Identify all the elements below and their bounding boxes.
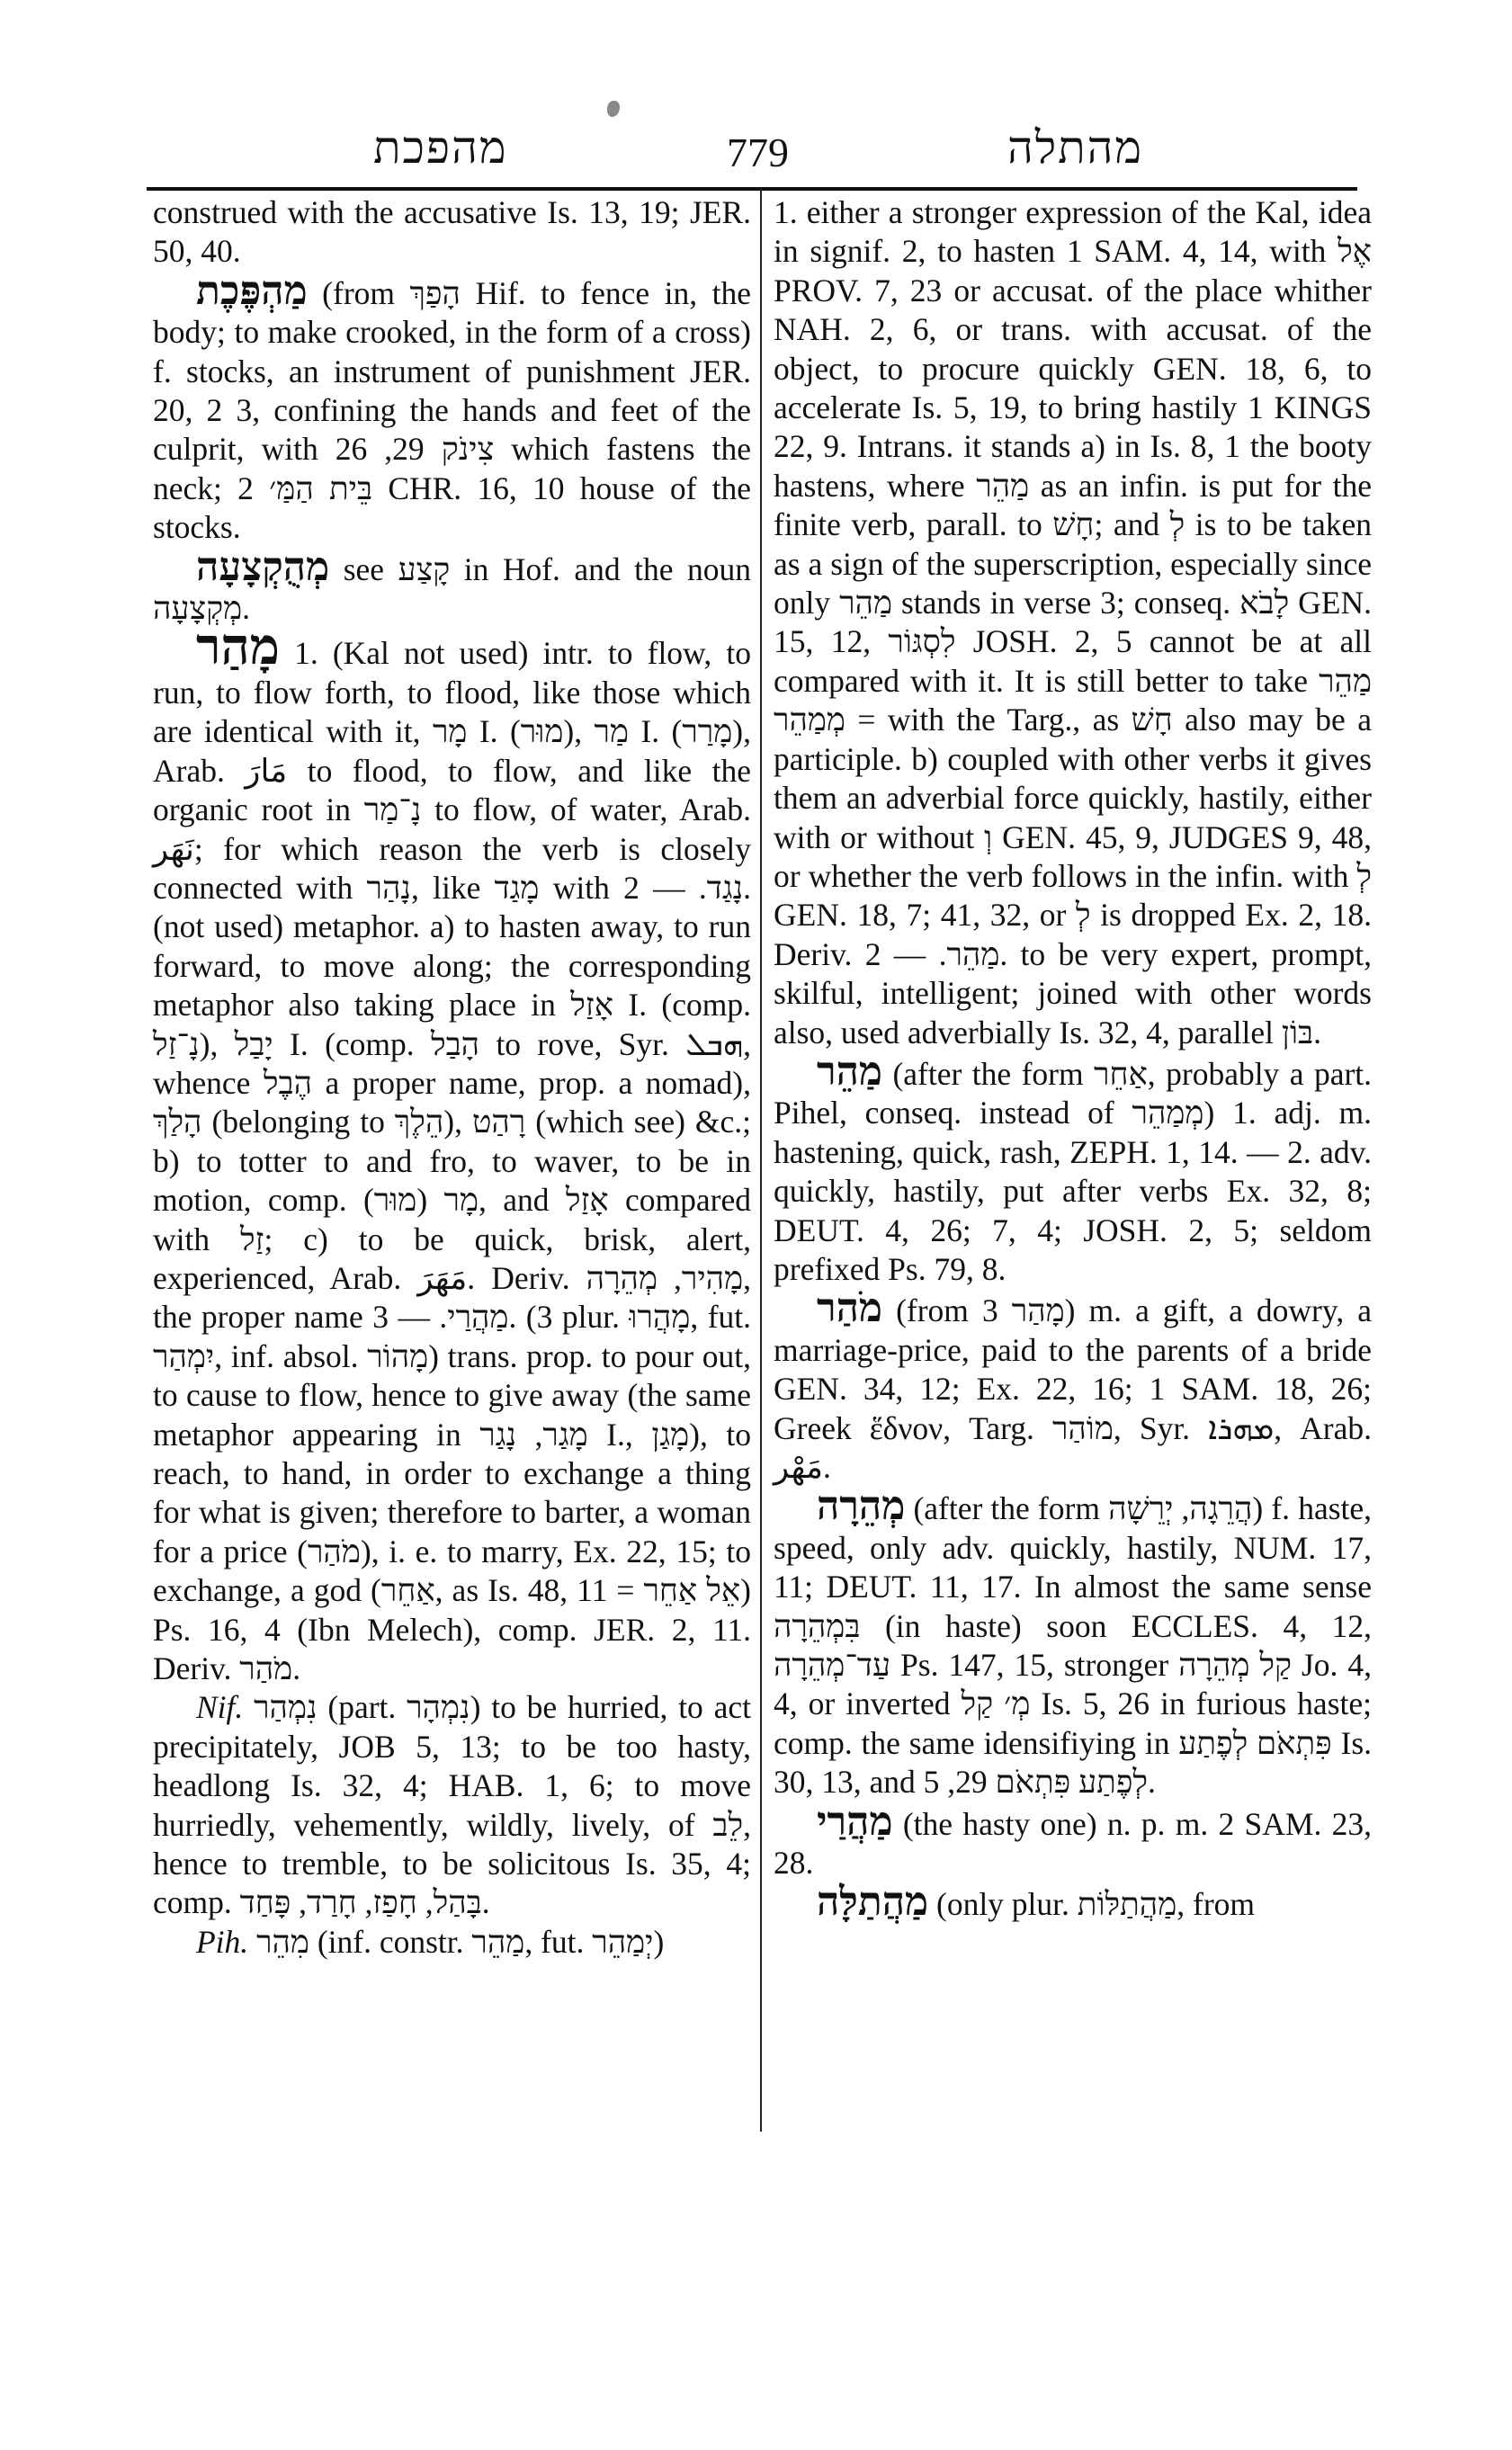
entry-lemma: מַהֲרַי xyxy=(817,1798,893,1845)
entry-body: (after the form הֲרֵגָה, יְרֵשָׁה) f. haste, speed, only adv. quickly, hastily, NUM. 17, 11; DEUT. 11, 17. In almost the same sense בִּמְהֵרָה (in haste) soon ECCLES. 4, 12, עַד־מְהֵרָה Ps. 147, 15, stronger קַל מְהֵרָה Jo. 4, 4, or inverted מְ׳ קַל Is. 5, 26 in furious haste; comp. the same idensifiying in פִּתְאֹם לְפֶתַע Is. 30, 13, and לְפֶתַע פִּתְאֹם 29, 5. xyxy=(774,1490,1373,1801)
entry-body: see קָצַע in Hof. and the noun מְקְצָעָה. xyxy=(153,550,751,627)
entry-lemma: מָהַר xyxy=(196,617,280,677)
entry-body: נִמְהַר (part. נִמְהָר) to be hurried, to act precipitately, JOB 5, 13; to be too hasty, headlong Is. 32, 4; HAB. 1, 6; to move hurriedly, vehemently, wildly, lively, of לֵב, hence to tremble, to be solicitous Is. 35, 4; comp. בָּהַל, חָפַז, חָרַד, פָּחַד. xyxy=(153,1689,752,1921)
entry-body: (the hasty one) n. p. m. 2 SAM. 23, 28. xyxy=(774,1805,1373,1882)
column-divider xyxy=(760,189,762,2132)
entry-body: 1. (Kal not used) intr. to flow, to run, to flow forth, to flood, like those which are identical with it, מָר I. (מוּר), מַר I. (מָרַר), Arab. مَارَ to flood, to flow, and like the organic root in נָ־מַר to flow, of water, Arab. نَهَر; for which reason the verb is closely connected with נָהַר, like מָגַד with נָגַד. — 2. (not used) metaphor. a) to hasten away, to run forward, to move along; the corresponding metaphor also taking place in אָזַל I. (comp. נָ־זַל), יָבַל I. (comp. הָבַל to rove, Syr. ܗܒܠ, whence הֶבֶל a proper name, prop. a nomad), הָלַךְ (belonging to הֵלֶךְ), רָהַט (which see) &c.; b) to totter to and fro, to waver, to be in motion, comp. מָר (מוּר), and אָזַל compared with זַל; c) to be quick, brisk, alert, experienced, Arab. مَهَرَ. Deriv. מָהִיר, מְהֵרָה, the proper name מַהֲרַי. — 3. (3 plur. מָהֲרוּ, fut. יִמְהַר, inf. absol. מָהוֹר) trans. prop. to pour out, to cause to flow, hence to give away (the same metaphor appearing in מָגַר, נָגַר I., מָגַן), to reach, to hand, in order to exchange a thing for what is given; therefore to barter, a woman for a price (מֹהַר), i. e. to marry, Ex. 22, 15; to exchange, a god (אַחֵר, as Is. 48, 11 = אֵל אַחֵר) Ps. 16, 4 (Ibn Melech), comp. JER. 2, 11. Deriv. מֹהַר. xyxy=(153,635,752,1687)
entry-body: מִהֵר (inf. constr. מַהֵר, fut. יְמַהֵר) xyxy=(256,1923,665,1960)
dictionary-entry xyxy=(774,1879,1372,1926)
dictionary-entry xyxy=(774,1285,1373,1487)
page-header xyxy=(148,112,1363,175)
subentry-label: Nif. xyxy=(196,1689,244,1726)
entry-lemma: מְהֵרָה xyxy=(817,1483,906,1530)
entry-lemma: מַהְפֶּכֶת xyxy=(196,267,308,314)
entry-body: (after the form אַחֵר, probably a part. Pihel, conseq. instead of מְמַהֵר) 1. adj. m. hastening, quick, rash, ZEPH. 1, 14. — 2. adv. quickly, hastily, put after verbs Ex. 32, 8; DEUT. 4, 26; 7, 4; JOSH. 2, 5; seldom prefixed Ps. 79, 8. xyxy=(774,1055,1373,1287)
entry-body: (from מָהַר 3) m. a gift, a dowry, a marriage-price, paid to the parents of a bride GEN. 34, 12; Ex. 22, 16; 1 SAM. 18, 26; Greek ἕδνον, Targ. מוֹהַר, Syr. ܡܗܪܐ, Arab. مَهْر. xyxy=(774,1292,1373,1485)
subentry-piel xyxy=(153,1923,751,1962)
entry-body: (from הָפַךְ Hif. to fence in, the body; to make crooked, in the form of a cross) f. stocks, an instrument of punishment JER. 20, 2 3, confining the hands and feet of the culprit, with צִינֹק 29, 26 which fastens the neck; בֵּית הַמַּ׳ 2 CHR. 16, 10 house of the stocks. xyxy=(153,274,752,546)
left-running-headword: מהפכת xyxy=(373,121,508,174)
entry-body: (only plur. מַהֲתַלּוֹת, from xyxy=(936,1886,1256,1923)
continuation-text: 1. either a stronger expression of the Kal, idea in signif. 2, to hasten 1 SAM. 4, 14, with אֶל PROV. 7, 23 or accusat. of the place whither NAH. 2, 6, or trans. with accusat. of the object, to procure quickly GEN. 18, 6, to accelerate Is. 5, 19, to bring hastily 1 KINGS 22, 9. Intrans. it stands a) in Is. 8, 1 the booty hastens, where מַהֵר as an infin. is put for the finite verb, parall. to חָשׁ; and לְ is to be taken as a sign of the superscription, especially since only מַהֵר stands in verse 3; conseq. לָבֹא GEN. 15, 12, לִסְגּוֹר JOSH. 2, 5 cannot be at all compared with it. It is still better to take מַהֵר = מְמַהֵר with the Targ., as חָשׁ also may be a participle. b) coupled with other verbs it gives them an adverbial force quickly, hastily, either with or without וְ GEN. 45, 9, JUDGES 9, 48, or whether the verb follows in the infin. with לְ GEN. 18, 7; 41, 32, or לְ is dropped Ex. 2, 18. Deriv. מַהֵר. — 2. to be very expert, prompt, skilful, intelligent; joined with other words also, used adverbially Is. 32, 4, parallel בּוֹן. xyxy=(774,194,1373,1051)
subentry-nifal xyxy=(153,1688,751,1922)
dictionary-entry xyxy=(774,1483,1373,1802)
right-column xyxy=(774,193,1372,1925)
entry-lemma: מֹהַר xyxy=(817,1285,883,1332)
dictionary-entry xyxy=(153,617,752,1688)
page-number: 779 xyxy=(727,130,789,175)
entry-lemma: מַהֵר xyxy=(817,1048,883,1095)
entry-lemma: מְהֻקְצָעָה xyxy=(196,543,330,590)
dictionary-entry xyxy=(153,267,752,548)
dictionary-entry xyxy=(153,543,751,629)
entry-lemma: מַהֲתַלָּה xyxy=(817,1879,929,1926)
subentry-label: Pih. xyxy=(196,1923,249,1960)
right-running-headword: מהתלה xyxy=(1007,121,1144,174)
continuation-text: construed with the accusative Is. 13, 19; JER. 50, 40. xyxy=(153,194,751,270)
left-column xyxy=(153,193,751,1962)
dictionary-entry xyxy=(774,1798,1373,1883)
header-rule xyxy=(147,187,1357,191)
dictionary-entry xyxy=(774,1048,1373,1289)
